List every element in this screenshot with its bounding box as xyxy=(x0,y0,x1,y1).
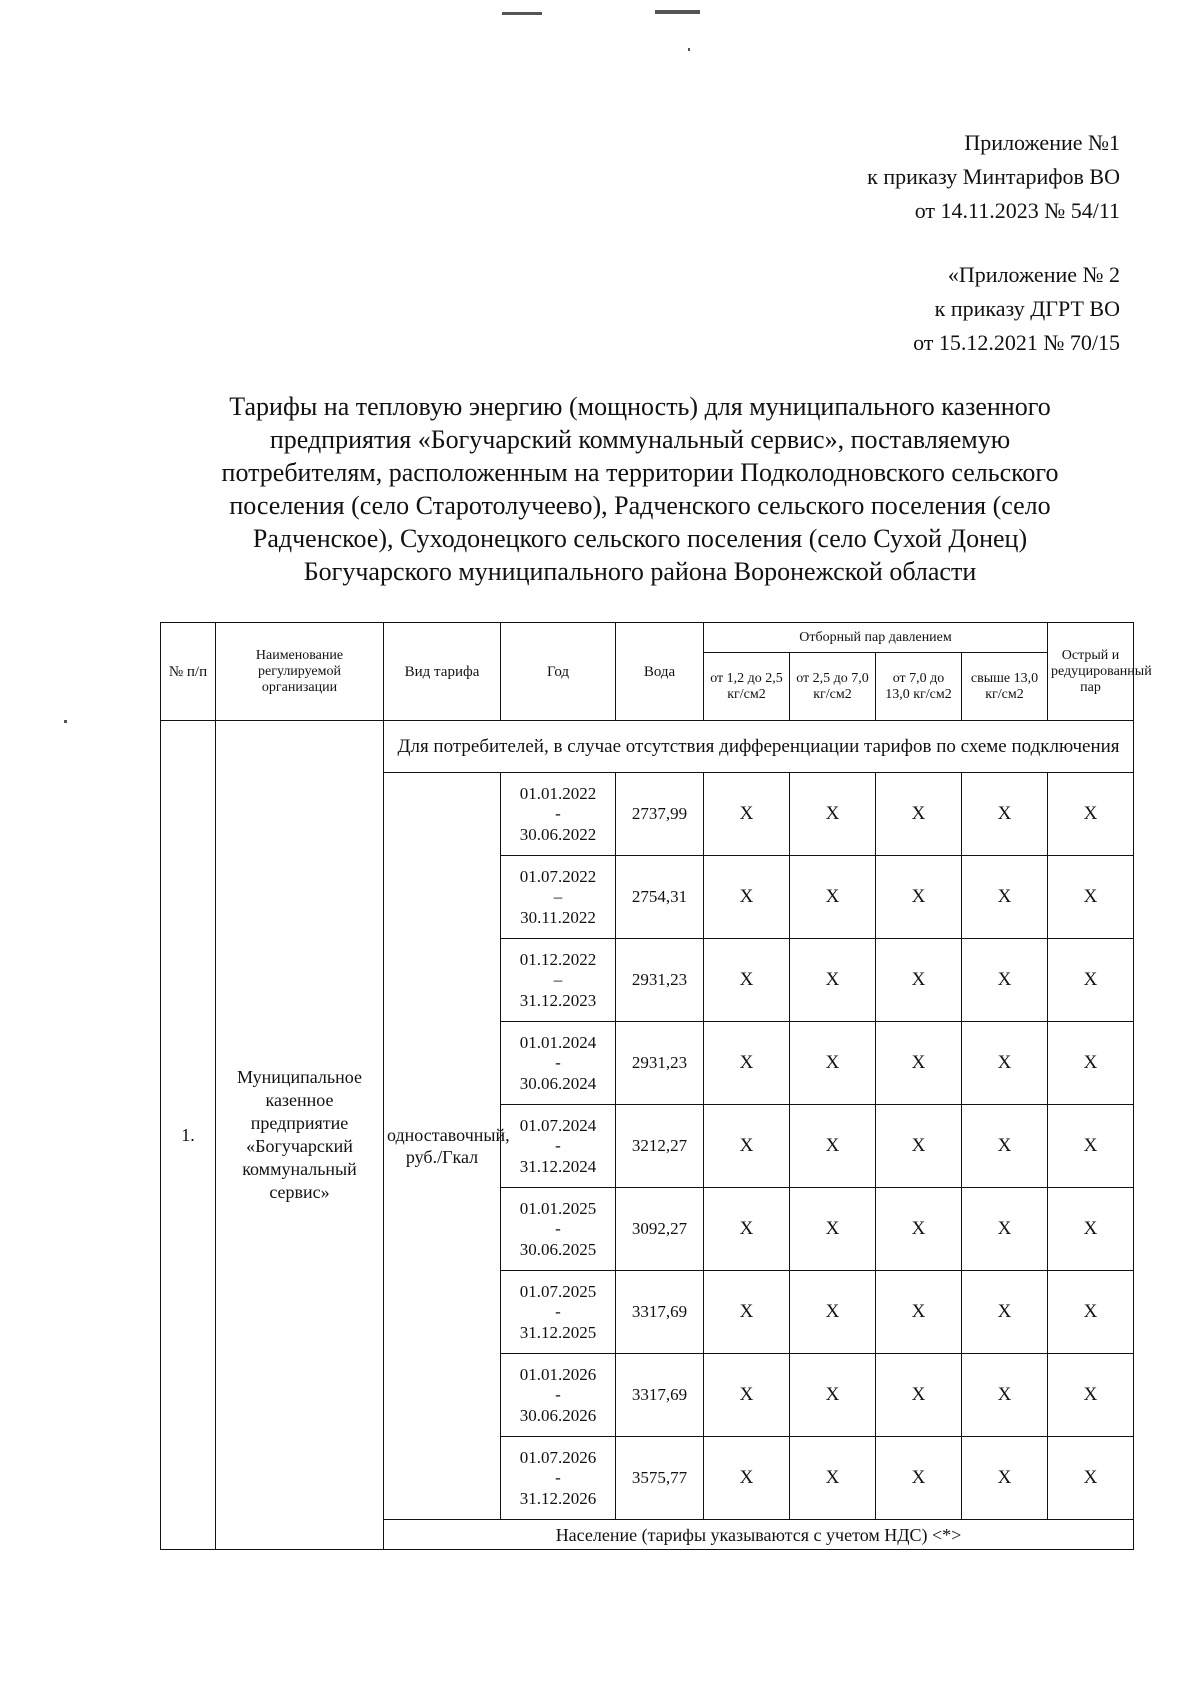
pressure-2-value: X xyxy=(790,773,876,856)
period-from: 01.07.2022 xyxy=(519,867,597,886)
pressure-4-value: X xyxy=(962,1271,1048,1354)
tariff-kind: одноставочный, руб./Гкал xyxy=(384,773,501,1520)
sharp-steam-value: X xyxy=(1048,1271,1134,1354)
tariff-table xyxy=(160,622,1152,1550)
header-pressure-1: от 1,2 до 2,5 кг/см2 xyxy=(704,653,790,721)
pressure-3-value: X xyxy=(876,773,962,856)
pressure-4-value: X xyxy=(962,1437,1048,1520)
pressure-1-value: X xyxy=(704,1271,790,1354)
period-from: 01.07.2025 xyxy=(519,1282,597,1301)
period-separator: - xyxy=(555,1219,561,1238)
pressure-4-value: X xyxy=(962,1105,1048,1188)
pressure-4-value: X xyxy=(962,856,1048,939)
pressure-1-value: X xyxy=(704,1022,790,1105)
pressure-2-value: X xyxy=(790,1271,876,1354)
pressure-4-value: X xyxy=(962,773,1048,856)
period-separator: - xyxy=(555,1053,561,1072)
period-separator: - xyxy=(555,1385,561,1404)
appendix-1-line-3: от 14.11.2023 № 54/11 xyxy=(914,198,1120,223)
pressure-1-value: X xyxy=(704,1188,790,1271)
title-line: поселения (село Старотолучеево), Радченского сельского поселения (село xyxy=(229,491,1051,520)
pressure-3-value: X xyxy=(876,1437,962,1520)
appendix-1-header xyxy=(867,126,1120,228)
period-to: 31.12.2026 xyxy=(519,1489,597,1508)
period-separator: - xyxy=(555,1302,561,1321)
pressure-3-value: X xyxy=(876,1105,962,1188)
row-number: 1. xyxy=(161,721,216,1550)
pressure-3-value: X xyxy=(876,1271,962,1354)
water-value: 3212,27 xyxy=(616,1105,704,1188)
pressure-3-value: X xyxy=(876,856,962,939)
header-pressure-4: свыше 13,0 кг/см2 xyxy=(962,653,1048,721)
pressure-3-value: X xyxy=(876,1022,962,1105)
header-pressure-2: от 2,5 до 7,0 кг/см2 xyxy=(790,653,876,721)
pressure-4-value: X xyxy=(962,1022,1048,1105)
pressure-2-value: X xyxy=(790,856,876,939)
period-cell xyxy=(501,1105,616,1188)
water-value: 2737,99 xyxy=(616,773,704,856)
period-cell xyxy=(501,1022,616,1105)
pressure-2-value: X xyxy=(790,1105,876,1188)
period-from: 01.01.2025 xyxy=(519,1199,597,1218)
period-to: 30.06.2022 xyxy=(519,825,597,844)
period-to: 30.06.2025 xyxy=(519,1240,597,1259)
period-to: 31.12.2024 xyxy=(519,1157,597,1176)
title-line: Тарифы на тепловую энергию (мощность) для муниципального казенного xyxy=(229,392,1051,421)
pressure-1-value: X xyxy=(704,856,790,939)
water-value: 3575,77 xyxy=(616,1437,704,1520)
scan-speck xyxy=(655,10,700,14)
period-separator: - xyxy=(555,1136,561,1155)
title-line: предприятия «Богучарский коммунальный сервис», поставляемую xyxy=(269,425,1011,454)
period-from: 01.07.2026 xyxy=(519,1448,597,1467)
period-cell xyxy=(501,1188,616,1271)
title-line: потребителям, расположенным на территории Подколодновского сельского xyxy=(221,458,1059,487)
appendix-2-line-3: от 15.12.2021 № 70/15 xyxy=(913,330,1120,355)
appendix-2-line-2: к приказу ДГРТ ВО xyxy=(934,296,1120,321)
appendix-1-line-1: Приложение №1 xyxy=(964,130,1120,155)
period-to: 31.12.2025 xyxy=(519,1323,597,1342)
header-year: Год xyxy=(501,623,616,721)
period-from: 01.07.2024 xyxy=(519,1116,597,1135)
period-separator: - xyxy=(555,804,561,823)
population-row: Население (тарифы указываются с учетом НДС) <*> xyxy=(384,1520,1134,1550)
appendix-1-line-2: к приказу Минтарифов ВО xyxy=(867,164,1120,189)
header-sharp-steam: Острый и редуцированный пар xyxy=(1048,623,1134,721)
period-to: 30.06.2024 xyxy=(519,1074,597,1093)
organization-name: Муниципальное казенное предприятие «Богучарский коммунальный сервис» xyxy=(216,721,384,1550)
period-cell xyxy=(501,856,616,939)
header-pressure-3: от 7,0 до 13,0 кг/см2 xyxy=(876,653,962,721)
sharp-steam-value: X xyxy=(1048,1188,1134,1271)
header-steam-group: Отборный пар давлением xyxy=(704,623,1048,653)
title-line: Богучарского муниципального района Воронежской области xyxy=(303,557,977,586)
header-kind: Вид тарифа xyxy=(384,623,501,721)
period-to: 31.12.2023 xyxy=(519,991,597,1010)
period-to: 30.11.2022 xyxy=(520,908,596,927)
period-separator: – xyxy=(553,887,563,906)
pressure-4-value: X xyxy=(962,939,1048,1022)
pressure-1-value: X xyxy=(704,1105,790,1188)
consumers-subheader: Для потребителей, в случае отсутствия дифференциации тарифов по схеме подключения xyxy=(384,721,1134,773)
pressure-3-value: X xyxy=(876,1354,962,1437)
water-value: 2754,31 xyxy=(616,856,704,939)
sharp-steam-value: X xyxy=(1048,856,1134,939)
sharp-steam-value: X xyxy=(1048,773,1134,856)
period-from: 01.01.2026 xyxy=(519,1365,597,1384)
appendix-2-header xyxy=(913,258,1120,360)
document-title xyxy=(150,390,1130,588)
pressure-2-value: X xyxy=(790,1354,876,1437)
period-cell xyxy=(501,1354,616,1437)
title-line: Радченское), Суходонецкого сельского поселения (село Сухой Донец) xyxy=(252,524,1028,553)
period-cell xyxy=(501,939,616,1022)
pressure-3-value: X xyxy=(876,1188,962,1271)
sharp-steam-value: X xyxy=(1048,939,1134,1022)
period-from: 01.12.2022 xyxy=(519,950,597,969)
sharp-steam-value: X xyxy=(1048,1354,1134,1437)
header-num: № п/п xyxy=(161,623,216,721)
scan-speck xyxy=(64,720,67,723)
water-value: 2931,23 xyxy=(616,939,704,1022)
period-to: 30.06.2026 xyxy=(519,1406,597,1425)
period-from: 01.01.2024 xyxy=(519,1033,597,1052)
period-cell xyxy=(501,773,616,856)
pressure-3-value: X xyxy=(876,939,962,1022)
pressure-2-value: X xyxy=(790,1188,876,1271)
pressure-1-value: X xyxy=(704,773,790,856)
water-value: 3317,69 xyxy=(616,1354,704,1437)
sharp-steam-value: X xyxy=(1048,1022,1134,1105)
scan-speck xyxy=(688,48,690,51)
appendix-2-line-1: «Приложение № 2 xyxy=(947,262,1120,287)
scan-speck xyxy=(502,12,542,15)
period-cell xyxy=(501,1437,616,1520)
pressure-1-value: X xyxy=(704,1437,790,1520)
pressure-1-value: X xyxy=(704,939,790,1022)
period-separator: - xyxy=(555,1468,561,1487)
pressure-4-value: X xyxy=(962,1354,1048,1437)
period-cell xyxy=(501,1271,616,1354)
water-value: 3092,27 xyxy=(616,1188,704,1271)
pressure-1-value: X xyxy=(704,1354,790,1437)
sharp-steam-value: X xyxy=(1048,1105,1134,1188)
water-value: 2931,23 xyxy=(616,1022,704,1105)
pressure-2-value: X xyxy=(790,1437,876,1520)
sharp-steam-value: X xyxy=(1048,1437,1134,1520)
header-org: Наименование регулируемой организации xyxy=(216,623,384,721)
water-value: 3317,69 xyxy=(616,1271,704,1354)
pressure-2-value: X xyxy=(790,1022,876,1105)
period-from: 01.01.2022 xyxy=(519,784,597,803)
pressure-2-value: X xyxy=(790,939,876,1022)
header-water: Вода xyxy=(616,623,704,721)
period-separator: – xyxy=(553,970,563,989)
pressure-4-value: X xyxy=(962,1188,1048,1271)
